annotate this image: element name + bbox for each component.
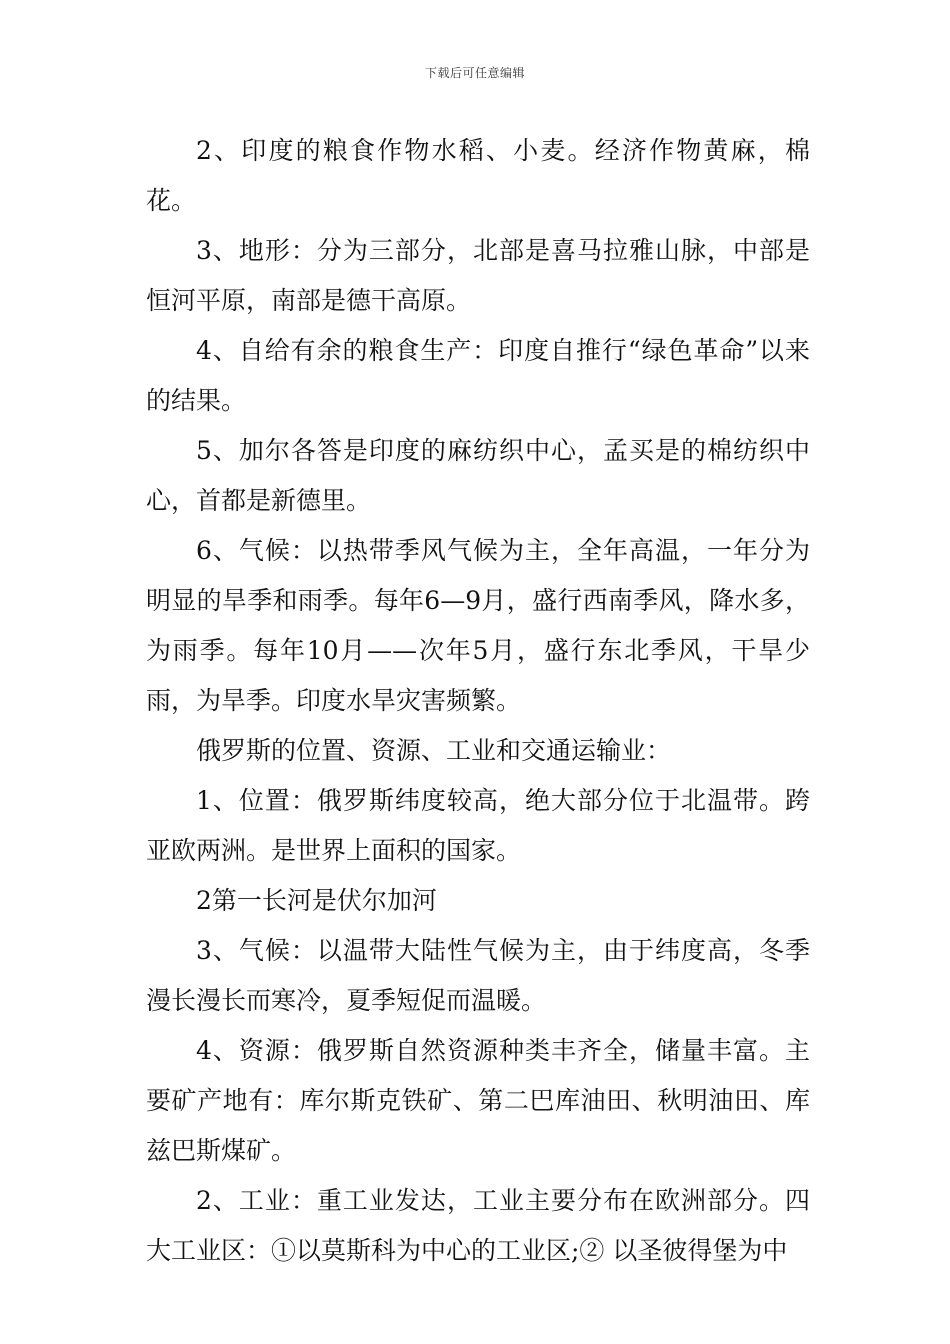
paragraph-russia-climate: 3、气候：以温带大陆性气候为主，由于纬度高，冬季漫长漫长而寒冷，夏季短促而温暖。 [146,936,810,1015]
paragraph-russia-industry: 2、工业：重工业发达，工业主要分布在欧洲部分。四大工业区：①以莫斯科为中心的工业区;② 以圣彼得堡为中 [146,1186,810,1265]
paragraph-russia-resources: 4、资源：俄罗斯自然资源种类丰齐全，储量丰富。主要矿产地有：库尔斯克铁矿、第二巴库油田、秋明油田、库兹巴斯煤矿。 [146,1036,810,1165]
paragraph-russia-river: 2第一长河是伏尔加河 [196,886,437,915]
paragraph-russia-location: 1、位置：俄罗斯纬度较高，绝大部分位于北温带。跨亚欧两洲。是世界上面积的国家。 [146,786,810,865]
paragraph-india-terrain: 3、地形：分为三部分，北部是喜马拉雅山脉，中部是恒河平原，南部是德干高原。 [146,236,810,315]
document-body [146,126,810,1276]
paragraph-russia-heading: 俄罗斯的位置、资源、工业和交通运输业： [196,736,672,765]
paragraph-india-crops: 2、印度的粮食作物水稻、小麦。经济作物黄麻，棉花。 [146,136,810,215]
page-header: 下载后可任意编辑 [424,66,525,80]
paragraph-india-food: 4、自给有余的粮食生产：印度自推行“绿色革命”以来的结果。 [146,336,810,415]
paragraph-india-climate: 6、气候：以热带季风气候为主，全年高温，一年分为明显的旱季和雨季。每年6—9月，盛行西南季风，降水多，为雨季。每年10月——次年5月，盛行东北季风，干旱少雨，为旱季。印度水旱灾害频繁。 [146,536,810,715]
paragraph-india-cities: 5、加尔各答是印度的麻纺织中心，孟买是的棉纺织中心，首都是新德里。 [146,436,810,515]
